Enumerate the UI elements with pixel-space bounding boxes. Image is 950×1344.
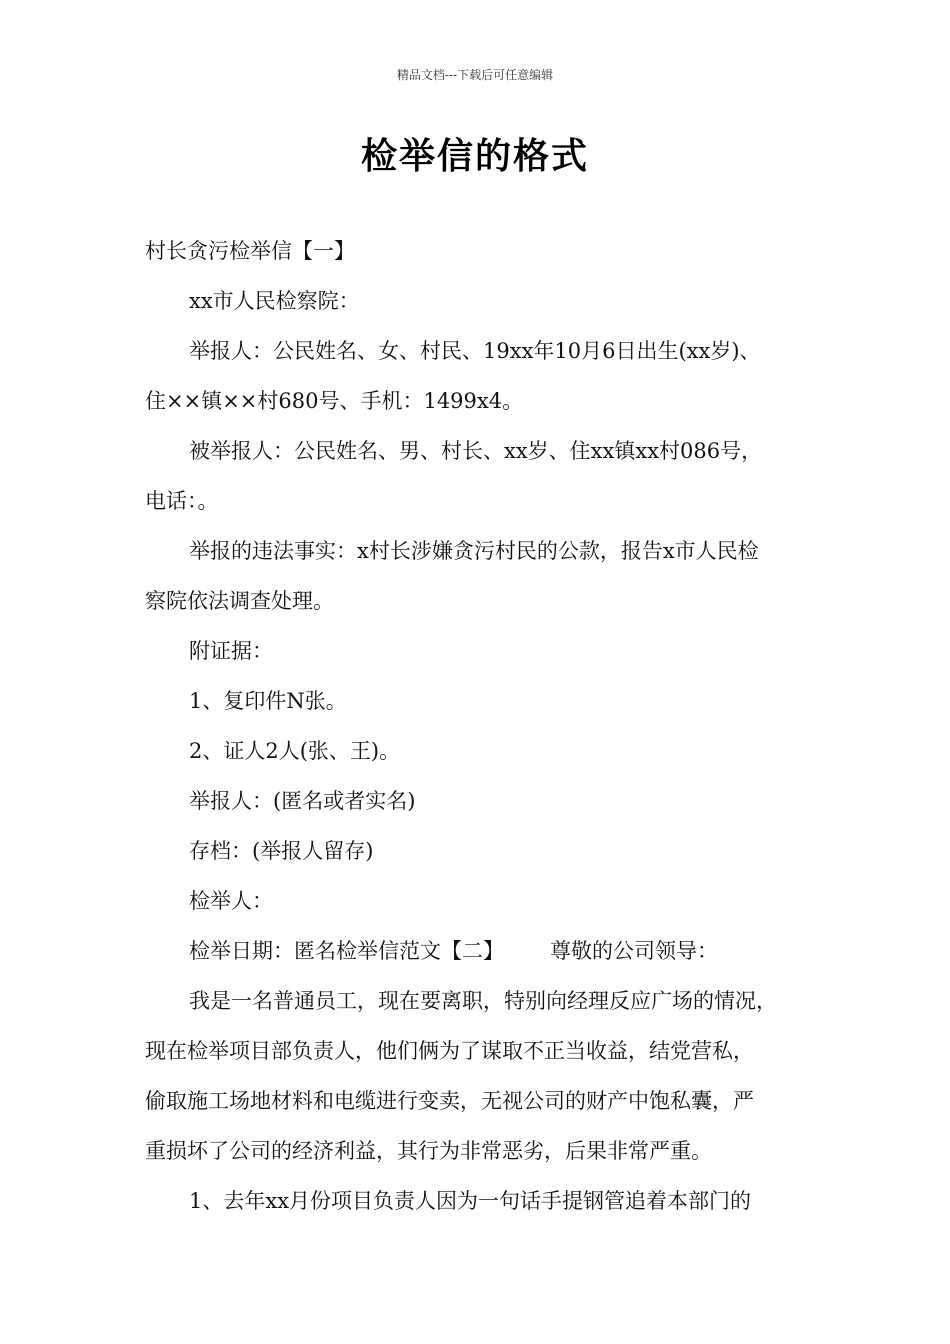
recipient-line: xx市人民检察院：: [189, 289, 360, 313]
header-note: 精品文档---下载后可任意编辑: [396, 68, 554, 82]
archive-line: 存档：(举报人留存): [189, 839, 374, 863]
section-heading: 村长贪污检举信【一】: [145, 239, 355, 263]
paragraph-2-line-3: 偷取施工场地材料和电缆进行变卖，无视公司的财产中饱私囊，严: [145, 1089, 754, 1113]
facts-line-2: 察院依法调查处理。: [145, 589, 334, 613]
paragraph-2-line-2: 现在检举项目部负责人，他们俩为了谋取不正当收益，结党营私，: [145, 1039, 754, 1063]
reported-line-1: 被举报人：公民姓名、男、村长、xx岁、住xx镇xx村086号，: [189, 439, 763, 463]
page-title: 检举信的格式: [360, 135, 589, 177]
reported-line-2: 电话：。: [145, 489, 219, 513]
paragraph-2-line-1: 我是一名普通员工，现在要离职，特别向经理反应广场的情况，: [189, 989, 777, 1013]
accuser-line: 检举人：: [189, 889, 273, 913]
salutation: 尊敬的公司领导：: [550, 939, 718, 963]
date-line-part-1: 检举日期：匿名检举信范文【二】: [189, 939, 504, 963]
paragraph-2-line-4: 重损坏了公司的经济利益，其行为非常恶劣，后果非常严重。: [145, 1139, 712, 1163]
reporter-line-2: 住××镇××村680号、手机：1499x4。: [145, 389, 524, 413]
evidence-item-1: 1、复印件N张。: [189, 689, 347, 713]
facts-line-1: 举报的违法事实：x村长涉嫌贪污村民的公款，报告x市人民检: [189, 539, 759, 563]
evidence-item-2: 2、证人2人(张、王)。: [189, 739, 401, 763]
reporter-line-1: 举报人：公民姓名、女、村民、19xx年10月6日出生(xx岁)、: [189, 339, 761, 363]
evidence-label: 附证据：: [189, 639, 273, 663]
date-line: [189, 936, 829, 966]
signer-reporter: 举报人：(匿名或者实名): [189, 789, 416, 813]
item-1-line-1: 1、去年xx月份项目负责人因为一句话手提钢管追着本部门的: [189, 1189, 752, 1213]
